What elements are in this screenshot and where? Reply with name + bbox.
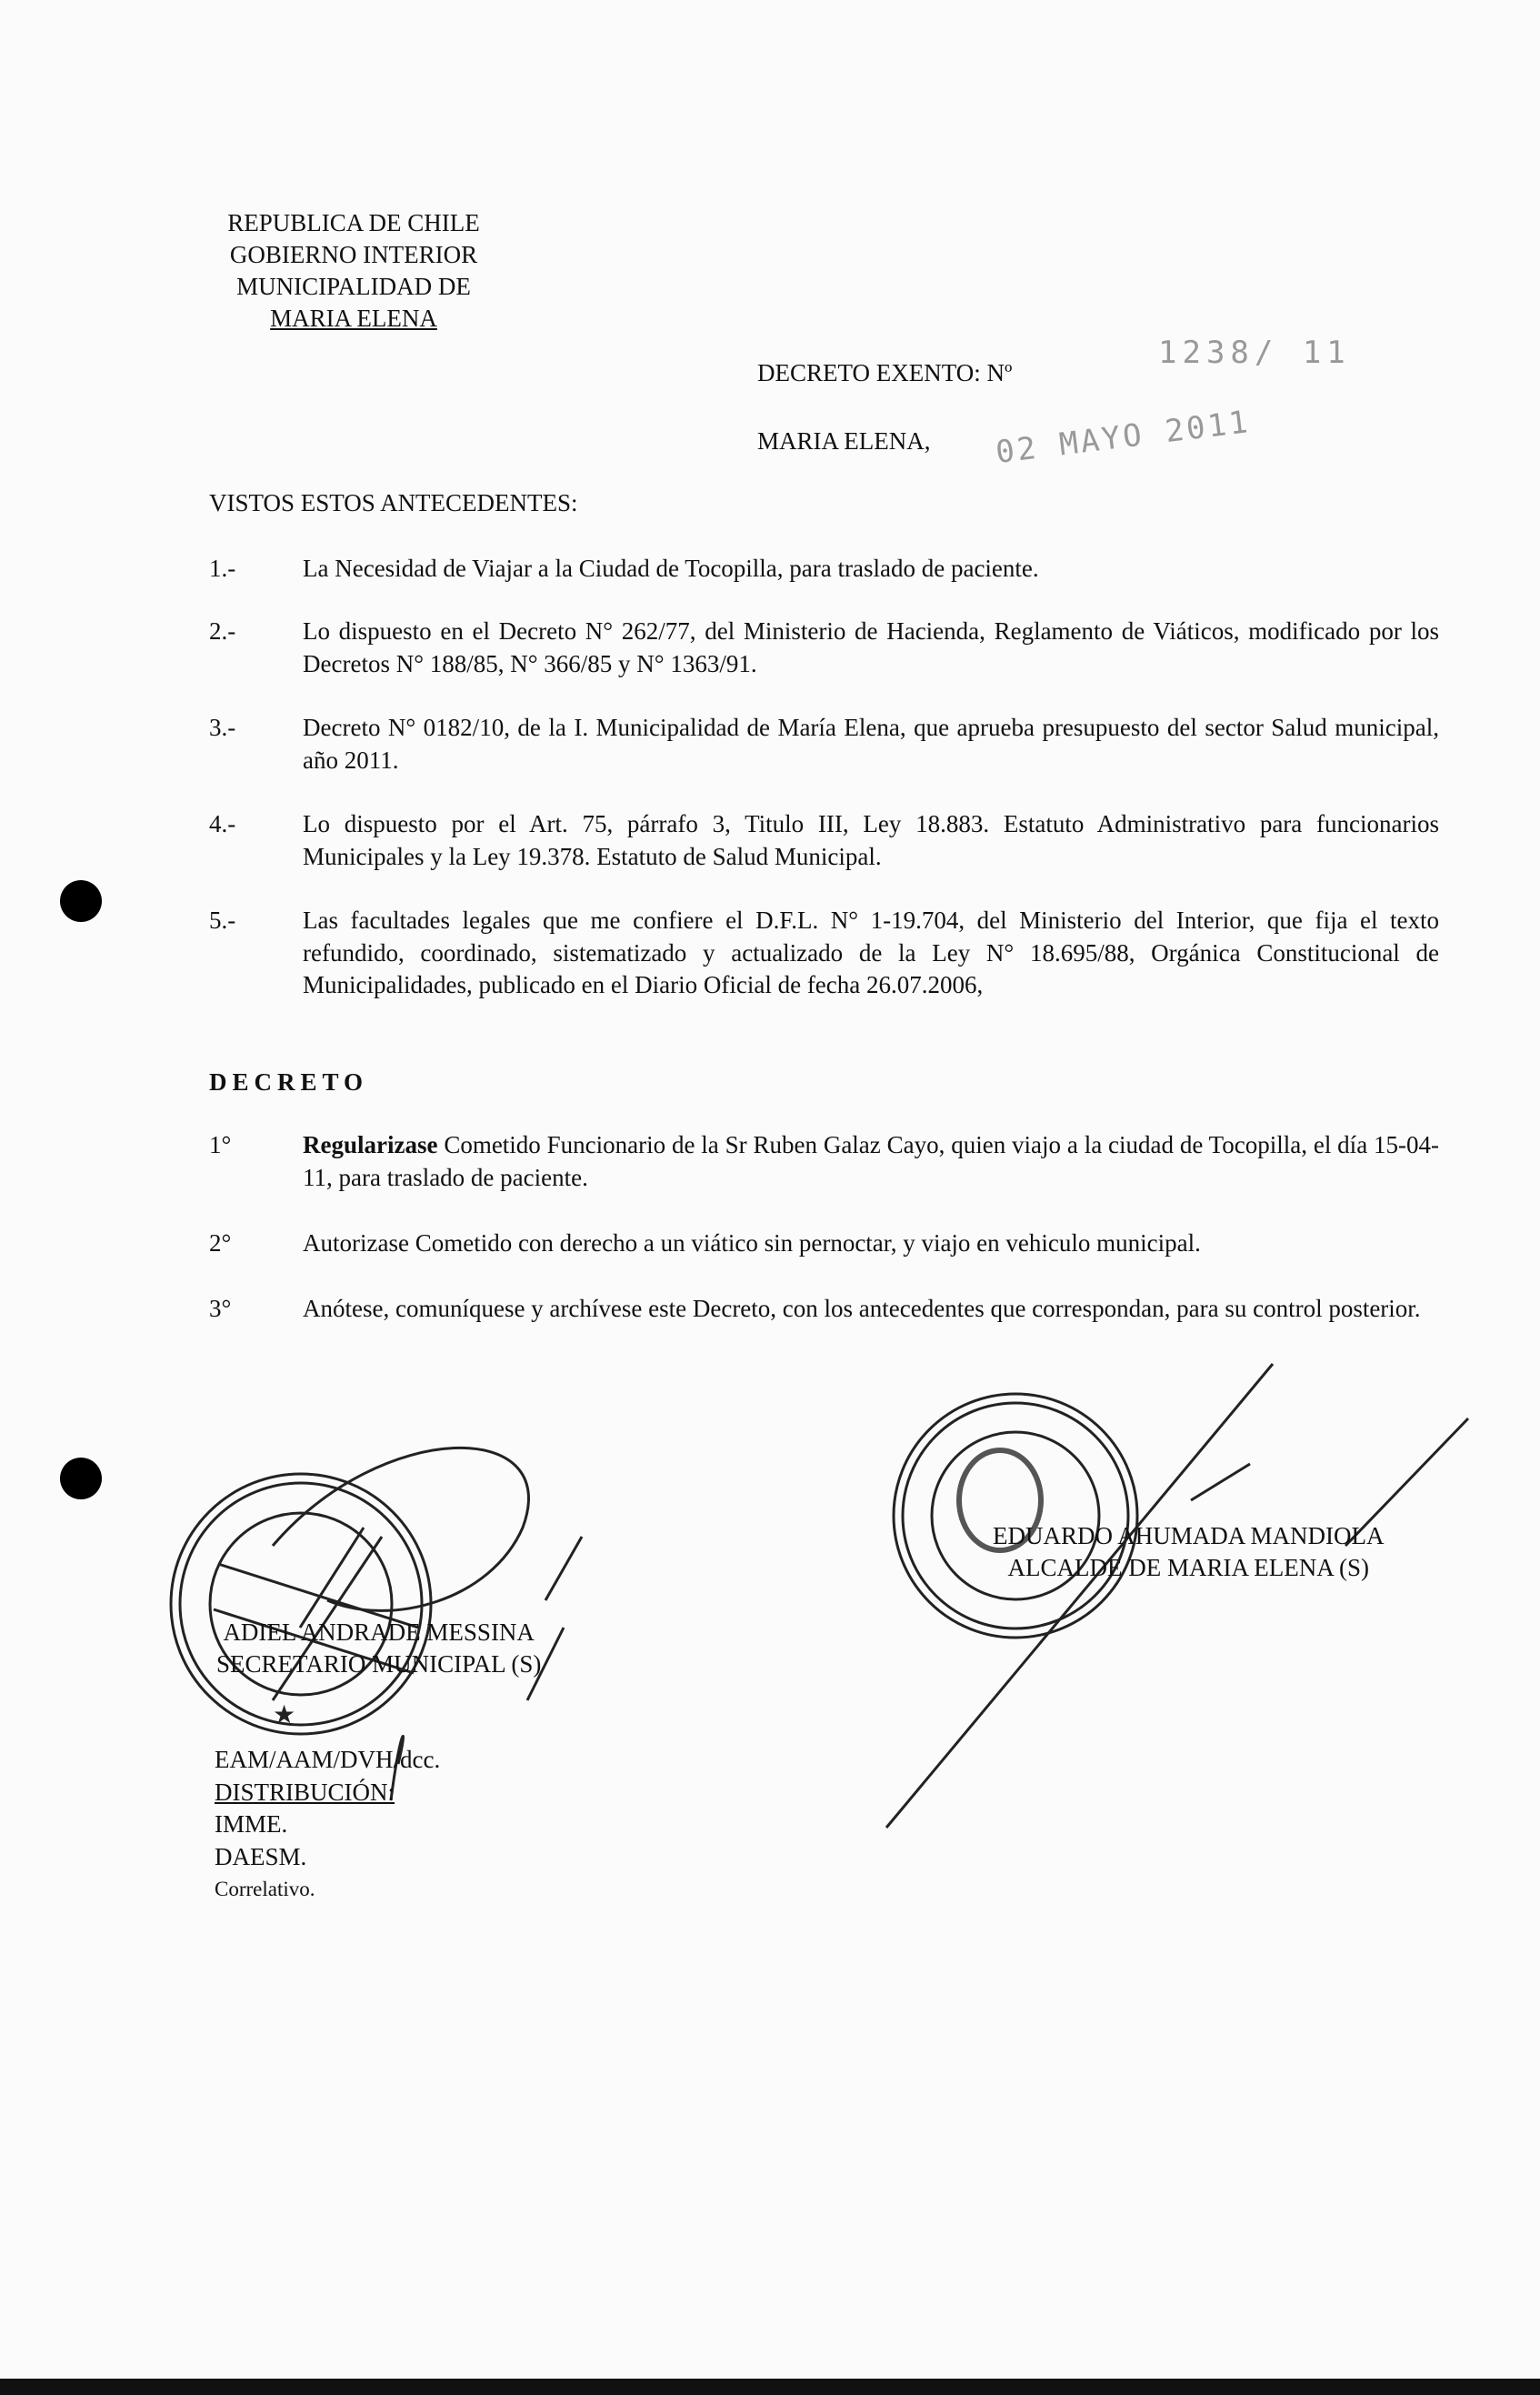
item-text: Decreto N° 0182/10, de la I. Municipalidad de María Elena, que aprueba presupuesto del sector Salud municipal, año 2011. — [303, 714, 1439, 774]
item-text: Las facultades legales que me confiere el D.F.L. N° 1-19.704, del Ministerio del Interior, que fija el texto refundido, coordinado, sistematizado y actualizado de la Ley N° 18.695/88, Orgánica Constitucional de Municipalidades, publicado en el Diario Oficial de fecha 26.07.2006, — [303, 907, 1439, 998]
item-text: Lo dispuesto en el Decreto N° 262/77, del Ministerio de Hacienda, Reglamento de Viáticos, modificado por los Decretos N° 188/85, N° 366/85 y N° 1363/91. — [303, 617, 1439, 677]
right-seal — [894, 1394, 1137, 1638]
vistos-heading: VISTOS ESTOS ANTECEDENTES: — [209, 489, 578, 516]
letterhead-line: REPUBLICA DE CHILE — [227, 209, 480, 236]
correlativo-note: Correlativo. — [215, 1878, 315, 1900]
footer — [215, 1744, 440, 1906]
letterhead-municipality: MARIA ELENA — [270, 305, 437, 332]
item-text: Anótese, comuníquese y archívese este Decreto, con los antecedentes que correspondan, para su control posterior. — [303, 1295, 1421, 1322]
secretary-signature-block — [216, 1617, 541, 1680]
date-stamp: 02 MAYO 2011 — [994, 403, 1253, 471]
letterhead-line: MUNICIPALIDAD DE — [236, 273, 471, 300]
item-text: Autorizase Cometido con derecho a un viático sin pernoctar, y viajo en vehiculo municipal. — [303, 1229, 1201, 1257]
letterhead-line: GOBIERNO INTERIOR — [229, 241, 478, 268]
decree-number-stamp: 1238/ 11 — [1158, 335, 1351, 371]
secretary-title: SECRETARIO MUNICIPAL (S) — [216, 1650, 542, 1678]
place-label: MARIA ELENA, — [757, 427, 931, 455]
item-number: 3° — [209, 1295, 232, 1322]
mayor-signature — [886, 1364, 1468, 1828]
item-bold: Regularizase — [303, 1131, 438, 1158]
decreto-heading: DECRETO — [209, 1068, 369, 1096]
mayor-signature-block — [993, 1520, 1385, 1584]
mayor-name: EDUARDO AHUMADA MANDIOLA — [993, 1522, 1385, 1549]
bottom-scan-border — [0, 2379, 1540, 2395]
item-text: Cometido Funcionario de la Sr Ruben Galaz Cayo, quien viajo a la ciudad de Tocopilla, el día 15-04-11, para traslado de paciente. — [303, 1131, 1439, 1191]
item-text: La Necesidad de Viajar a la Ciudad de Tocopilla, para traslado de paciente. — [303, 555, 1039, 582]
decree-label: DECRETO EXENTO: Nº — [757, 359, 1013, 386]
item-number: 2° — [209, 1229, 232, 1257]
item-number: 5.- — [209, 907, 236, 934]
item-number: 2.- — [209, 617, 236, 645]
item-number: 1.- — [209, 555, 236, 582]
mayor-title: ALCALDE DE MARIA ELENA (S) — [1007, 1554, 1369, 1581]
distribution-item: DAESM. — [215, 1842, 307, 1870]
secretary-name: ADIEL ANDRADE MESSINA — [223, 1618, 535, 1646]
left-seal-star: ★ — [273, 1701, 296, 1729]
initials: EAM/AAM/DVH/dcc. — [215, 1746, 441, 1773]
item-number: 1° — [209, 1131, 232, 1158]
left-seal — [171, 1474, 431, 1734]
item-number: 4.- — [209, 810, 236, 837]
distribution-item: IMME. — [215, 1810, 288, 1838]
item-text: Lo dispuesto por el Art. 75, párrafo 3, Titulo III, Ley 18.883. Estatuto Administrativo para funcionarios Municipales y la Ley 19.378. Estatuto de Salud Municipal. — [303, 810, 1439, 870]
item-number: 3.- — [209, 714, 236, 741]
distribution-label: DISTRIBUCIÓN: — [215, 1778, 395, 1806]
